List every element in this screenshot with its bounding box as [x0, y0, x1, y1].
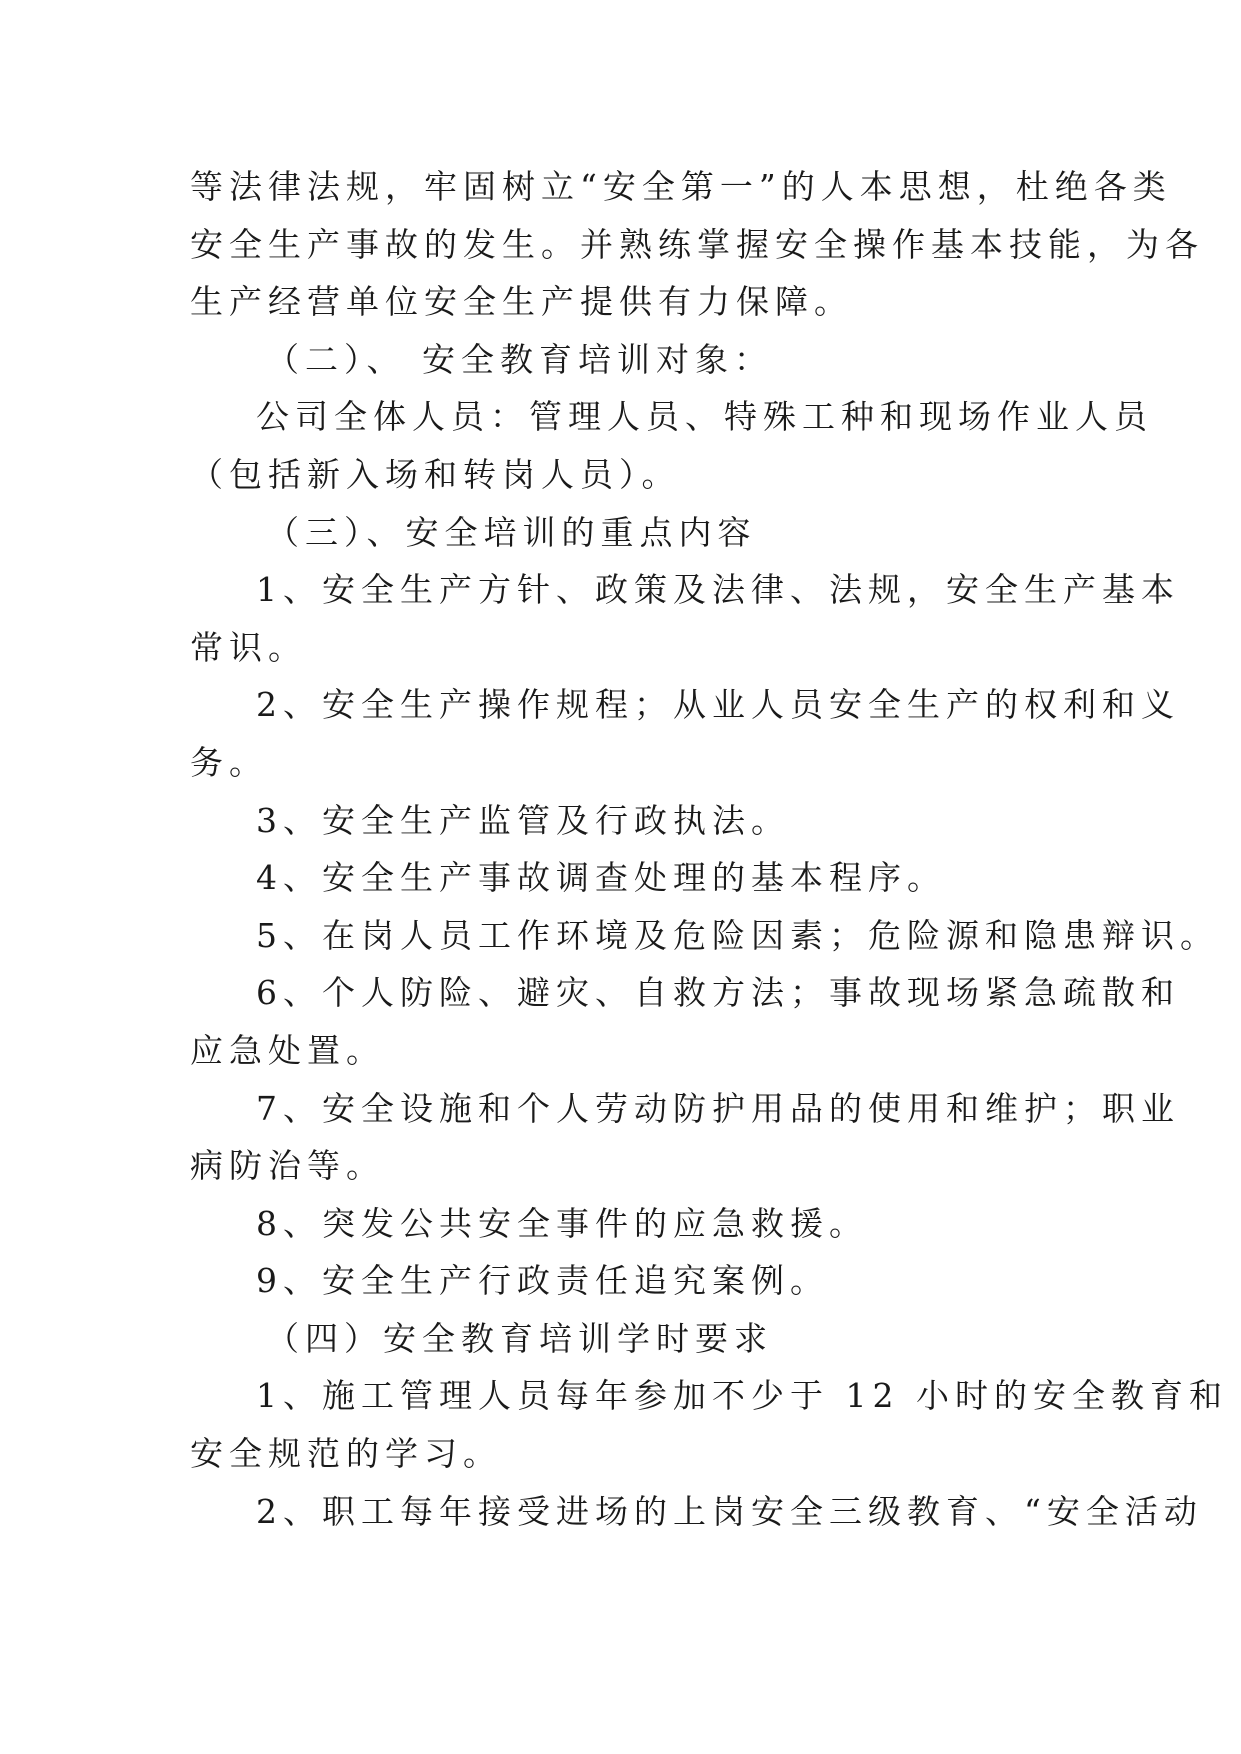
text-line: 常识。: [190, 627, 307, 667]
list-item: 8、突发公共安全事件的应急救援。: [256, 1203, 868, 1243]
list-item: 6、个人防险、避灾、自救方法；事故现场紧急疏散和: [256, 973, 1180, 1013]
text-line: 公司全体人员：管理人员、特殊工种和现场作业人员: [256, 397, 1153, 437]
section-heading: （四）安全教育培训学时要求: [266, 1318, 773, 1358]
text-line: 应急处置。: [190, 1030, 385, 1070]
list-item: 2、职工每年接受进场的上岗安全三级教育、“安全活动: [256, 1491, 1203, 1531]
list-item: 4、安全生产事故调查处理的基本程序。: [256, 858, 946, 898]
document-body: [190, 158, 1228, 1540]
section-heading: （三）、安全培训的重点内容: [266, 512, 757, 552]
text-line: 安全规范的学习。: [190, 1434, 502, 1474]
section-heading: （二）、 安全教育培训对象：: [266, 339, 773, 379]
list-item: 7、安全设施和个人劳动防护用品的使用和维护；职业: [256, 1088, 1180, 1128]
list-item: 9、安全生产行政责任追究案例。: [256, 1261, 829, 1301]
list-item: 5、在岗人员工作环境及危险因素；危险源和隐患辩识。: [256, 915, 1219, 955]
list-item: 3、安全生产监管及行政执法。: [256, 800, 790, 840]
text-line: 等法律法规，牢固树立“安全第一”的人本思想，杜绝各类: [190, 167, 1172, 206]
list-item: 2、安全生产操作规程；从业人员安全生产的权利和义: [256, 685, 1180, 725]
text-line: 务。: [190, 742, 268, 782]
list-item: 1、施工管理人员每年参加不少于 12 小时的安全教育和: [256, 1376, 1228, 1416]
text-line: 安全生产事故的发生。并熟练掌握安全操作基本技能，为各: [190, 224, 1204, 264]
list-item: 1、安全生产方针、政策及法律、法规，安全生产基本: [256, 570, 1180, 610]
text-line: 生产经营单位安全生产提供有力保障。: [190, 282, 853, 322]
text-line: 病防治等。: [190, 1146, 385, 1186]
text-line: （包括新入场和转岗人员）。: [190, 454, 681, 494]
